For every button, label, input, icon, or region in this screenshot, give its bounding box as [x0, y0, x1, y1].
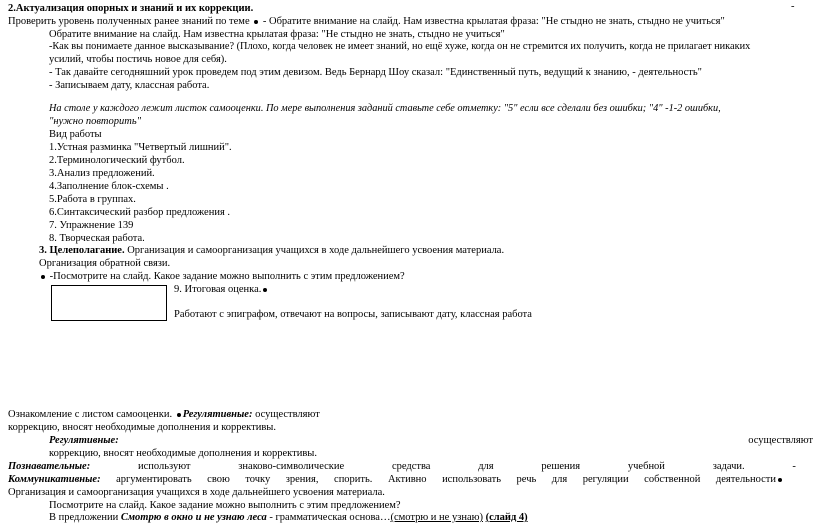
- section-3-line: [39, 245, 504, 258]
- slide-question-line-2: Посмотрите на слайд. Какое задание можно выполнить с этим предложением?: [49, 500, 401, 511]
- epigraph-line: Работают с эпиграфом, отвечают на вопросы, записывают дату, классная работа: [174, 309, 532, 320]
- regulatory-label: Регулятивные:: [182, 409, 253, 420]
- intro-text-b: - Обратите внимание на слайд. Нам известна крылатая фраза: "Не стыдно не знать, стыдно не учиться": [260, 16, 725, 27]
- section-3-text: Организация и самоорганизация учащихся в ходе дальнейшего усвоения материала.: [124, 245, 505, 256]
- work-item: 6.Синтаксический разбор предложения .: [49, 207, 231, 218]
- slide-question-text: -Посмотрите на слайд. Какое задание можно выполнить с этим предложением?: [47, 271, 405, 282]
- word: учебной: [627, 461, 665, 472]
- question-line: -Как вы понимаете данное высказывание? (Плохо, когда человек не имеет знаний, но ещё хуже, когда он не стремится их получить, когда не прилагает никаких: [49, 41, 751, 52]
- work-heading: Вид работы: [49, 129, 102, 140]
- word: средства: [391, 461, 431, 472]
- bullet-icon: [177, 413, 181, 417]
- word: точку: [245, 474, 271, 485]
- bullet-icon: [41, 275, 45, 279]
- work-item: 1.Устная разминка "Четвертый лишний".: [49, 142, 232, 153]
- question-line-cont: усилий, чтобы постичь новое для себя).: [49, 54, 227, 65]
- regulatory-label-2: Регулятивные:: [49, 435, 119, 446]
- word: свою: [207, 474, 230, 485]
- word: -: [792, 461, 796, 472]
- section-2-title: 2.Актуализация опорных и знаний и их коррекции.: [8, 3, 254, 14]
- intro-line: [8, 16, 725, 29]
- cognitive-label: Познавательные:: [8, 461, 91, 472]
- cognitive-line: [8, 461, 796, 474]
- work-item: 2.Терминологический футбол.: [49, 155, 185, 166]
- sentence-intro: В предложении: [49, 512, 121, 523]
- work-item-9: 9. Итоговая оценка.: [174, 284, 262, 295]
- word: используют: [137, 461, 191, 472]
- slide-question-line: [39, 271, 405, 284]
- word: Активно: [387, 474, 427, 485]
- work-item: 3.Анализ предложений.: [49, 168, 155, 179]
- regulatory-text-2: осуществляют: [748, 435, 813, 446]
- slide-attention-line: Обратите внимание на слайд. Нам известна крылатая фраза: "Не стыдно не знать, стыдно не учиться": [49, 29, 505, 40]
- word: задачи.: [712, 461, 745, 472]
- work-item: 7. Упражнение 139: [49, 220, 134, 231]
- sentence-analysis-line: [49, 512, 528, 525]
- self-assessment-line-cont: "нужно повторить": [49, 116, 142, 127]
- word: решения: [541, 461, 581, 472]
- word-with-bullet: [716, 474, 784, 487]
- word: знаково-символические: [238, 461, 345, 472]
- bullet-icon: [254, 20, 258, 24]
- grammar-basis-answer: (смотрю и не узнаю): [390, 512, 483, 523]
- communicative-line: [8, 474, 784, 487]
- intro-text-a: Проверить уровень полученных ранее знаний по теме: [8, 16, 253, 27]
- acquaint-text: Ознакомление с листом самооценки.: [8, 409, 175, 420]
- date-line: - Записываем дату, классная работа.: [49, 80, 210, 91]
- word: деятельности: [715, 474, 776, 485]
- organization-line: Организация и самоорганизация учащихся в ходе дальнейшего усвоения материала.: [8, 487, 385, 498]
- corner-dash: -: [791, 1, 795, 12]
- communicative-label: Коммуникативные:: [8, 474, 101, 485]
- work-item: 5.Работа в группах.: [49, 194, 136, 205]
- self-assessment-line: На столе у каждого лежит листок самооценки. По мере выполнения заданий ставьте себе отметку: "5" если все сделали без ошибки; "4" -1-2 ошибки,: [49, 103, 721, 114]
- correction-line: коррекцию, вносят необходимые дополнения и коррективы.: [8, 422, 276, 433]
- final-grade-line: [174, 284, 269, 297]
- word: для: [478, 461, 494, 472]
- work-item: 8. Творческая работа.: [49, 233, 145, 244]
- motto-line: - Так давайте сегодняшний урок проведем под этим девизом. Ведь Бернард Шоу сказал: "Единственный путь, ведущий к знанию, - деятельность": [49, 67, 702, 78]
- bullet-icon: [778, 478, 782, 482]
- word: регуляции: [582, 474, 629, 485]
- work-item: 4.Заполнение блок-схемы .: [49, 181, 169, 192]
- correction-line-2: коррекцию, вносят необходимые дополнения и коррективы.: [49, 448, 317, 459]
- word: использовать: [442, 474, 502, 485]
- word: зрения,: [285, 474, 319, 485]
- empty-frame: [51, 285, 167, 321]
- section-3-title: 3. Целеполагание.: [39, 245, 125, 256]
- feedback-line: Организация обратной связи.: [39, 258, 171, 269]
- sentence-example: Смотрю в окно и не узнаю леса: [120, 512, 267, 523]
- word: собственной: [644, 474, 701, 485]
- grammar-basis-text: - грамматическая основа…: [266, 512, 391, 523]
- slide-ref: (слайд 4): [485, 512, 528, 523]
- word: спорить.: [334, 474, 373, 485]
- regulatory-text: осуществляют: [252, 409, 320, 420]
- regulatory-line: [49, 435, 813, 448]
- bullet-icon: [263, 288, 267, 292]
- word: для: [551, 474, 568, 485]
- word: речь: [516, 474, 537, 485]
- word: аргументировать: [116, 474, 192, 485]
- acquaint-line: [8, 409, 320, 422]
